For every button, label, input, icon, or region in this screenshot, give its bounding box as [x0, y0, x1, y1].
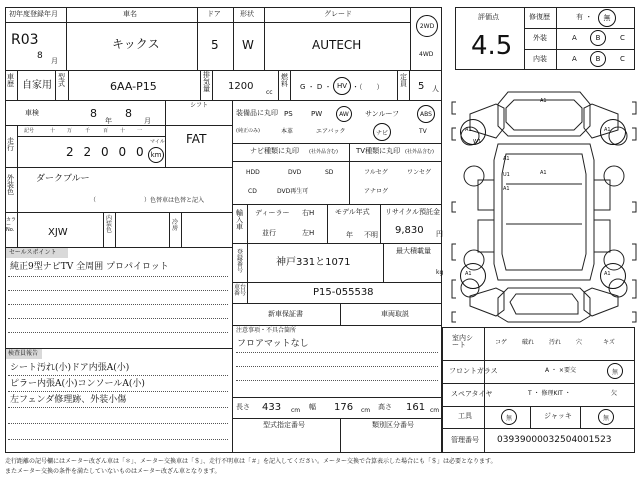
management-value: 0393900003250400​1523 [497, 435, 612, 445]
capacity-label: 定員 [400, 73, 407, 88]
length-value: 433 [262, 402, 282, 413]
windshield-options: A ・ ×要交 [545, 367, 576, 374]
usage-value: 自家用 [22, 80, 52, 91]
fuel-label: 燃料 [281, 73, 288, 88]
capacity-unit: 人 [432, 85, 439, 93]
color-code-label: カラーNo. [6, 217, 17, 233]
length-unit: cm [291, 407, 301, 414]
displacement-unit: cc [266, 89, 273, 96]
interior-sheet-option: 汚れ [549, 339, 562, 346]
recycle-value: 9,830 [395, 225, 424, 236]
exterior-grade-selected-circle: B [590, 30, 606, 46]
interior-grade-option: A [572, 55, 577, 63]
notes-label: 注意事項・不具合箇所 [236, 327, 297, 334]
mileage-unit-header: 百 [103, 128, 109, 134]
import-left: 左H [302, 229, 315, 237]
inspection-year-unit: 年 [105, 117, 112, 125]
nav-option: SD [325, 169, 334, 176]
shift-label: シフト [190, 102, 209, 109]
door-count: 5 [211, 38, 219, 52]
equipment-item: TV [419, 128, 427, 135]
inspection-month: 8 [125, 107, 132, 120]
sales-point-text: 純正9型ナビTV 全周囲 プロパイロット [10, 262, 169, 272]
import-right: 右H [302, 209, 315, 217]
mileage-unit-header: 一 [137, 128, 143, 134]
mileage-unit-header: 千 [85, 128, 91, 134]
import-parallel: 並行 [262, 229, 276, 237]
model-year-label: モデル年式 [335, 208, 370, 216]
model-label: 型式 [58, 73, 65, 88]
spare-tire-label: スペアタイヤ [451, 390, 493, 398]
damage-code: A1 [465, 127, 472, 133]
exterior-grade-option: C [620, 34, 625, 42]
car-name: キックス [112, 37, 160, 51]
model-year-unknown: 不明 [364, 231, 378, 239]
fuel-hv-circle: HV [333, 77, 351, 95]
first-reg-label: 初年度登録年月 [9, 10, 58, 18]
grade-label: グレード [324, 10, 352, 18]
nav-option: DVD [288, 169, 302, 176]
displacement-value: 1200 [228, 81, 254, 92]
car-name-label: 車名 [123, 10, 137, 18]
inspector-note-line: 左フェンダ修理跡、外装小傷 [10, 395, 127, 405]
damage-code: A1 [604, 271, 611, 277]
load-label: 最大積載量 [396, 247, 431, 255]
chassis-label: 車台番号 [234, 284, 247, 297]
damage-mark-left-rear [460, 263, 486, 289]
fuel-extra: ・（ ） [352, 83, 384, 91]
inspector-note-line: シート汚れ(小)ドア内張A(小) [10, 363, 130, 373]
interior-grade-option: C [620, 55, 625, 63]
interior-grade-label: 内装 [533, 55, 547, 63]
mileage-digit: 2 [66, 145, 74, 159]
first-reg-month: 8 [37, 51, 43, 61]
exterior-label: 外装色 [7, 174, 14, 196]
sales-point-label: セールスポイント [9, 249, 57, 256]
equipment-aw-circle: AW [336, 106, 352, 122]
registration-value: 神戸331と1071 [276, 257, 351, 268]
km-circle: km [148, 147, 164, 163]
equipment-item: サンルーフ [365, 110, 400, 118]
exterior-grade-option: A [572, 34, 577, 42]
jack-none-circle: 無 [598, 409, 614, 425]
nav-option: HDD [246, 169, 260, 176]
spare-tire-options: T ・ 修理KIT ・ [528, 390, 571, 397]
score-value: 4.5 [471, 31, 513, 61]
footer-line-2: またメーター交換の条件を満たしていないものはメーター改ざん車となります。 [5, 468, 221, 475]
drive-2wd-circle: 2WD [416, 15, 438, 37]
door-label: ドア [207, 10, 221, 18]
damage-code: W1 [473, 139, 482, 145]
equipment-label: 装備品に丸印 [236, 109, 278, 117]
usage-label: 車歴 [7, 73, 14, 88]
mileage-digit: 0 [101, 145, 109, 159]
interior-sheet-option: 破れ [522, 339, 535, 346]
import-dealer: ディーラー [255, 209, 290, 217]
ac-label: 冷房 [172, 219, 179, 232]
score-label: 評価点 [478, 13, 499, 21]
mile-label: マイル [150, 139, 165, 145]
nav-option: CD [248, 188, 257, 195]
footer-line-1: 走行距離の記号欄にはメーター改ざん車は「＊」、メーター交換車は「＄」、走行不明車は「＃」を記入してください。メーター交換で合算表示した場合にも「＄」は必要となります。 [5, 458, 497, 465]
type-number-label: 型式指定番号 [263, 421, 305, 429]
width-unit: cm [361, 407, 371, 414]
mileage-label: 走行 [7, 137, 14, 152]
equipment-item: PW [311, 110, 323, 118]
width-label: 幅 [309, 403, 316, 411]
tools-none-circle: 無 [501, 409, 517, 425]
fuel-options: G ・ D ・ [300, 83, 332, 91]
equipment-item: エアバック [316, 128, 346, 135]
color-code-value: XJW [48, 227, 68, 238]
damage-code: A1 [540, 98, 547, 104]
recycle-label: リサイクル預託金 [385, 208, 441, 216]
length-label: 長さ [236, 403, 250, 411]
inspection-year: 8 [90, 107, 97, 120]
chassis-value: P15-055538 [313, 287, 374, 298]
mileage-unit-header: 万 [67, 128, 73, 134]
damage-code: A1 [604, 127, 611, 133]
management-label: 管理番号 [451, 436, 479, 444]
tv-header: TV種類に丸印 [356, 147, 401, 155]
inspection-month-unit: 月 [144, 117, 151, 125]
interior-sheet-option: 穴 [576, 339, 583, 346]
shape-label: 形状 [240, 10, 254, 18]
exterior-color: ダークブルー [36, 174, 90, 184]
capacity-value: 5 [418, 81, 425, 92]
model-year-unit: 年 [346, 231, 353, 239]
damage-code: A1 [465, 271, 472, 277]
interior-sheet-option: コゲ [495, 339, 508, 346]
equipment-sub-label: (純正のみ) [236, 128, 260, 134]
width-value: 176 [334, 402, 354, 413]
mileage-unit-header: 十 [120, 128, 126, 134]
registration-label: 登録番号 [237, 249, 244, 274]
windshield-none-circle: 無 [607, 363, 623, 379]
class-number-label: 類別区分番号 [372, 421, 414, 429]
displacement-label: 排気量 [203, 71, 210, 93]
jack-label: ジャッキ [544, 412, 572, 420]
interior-color-label: 内装色 [106, 215, 113, 234]
mileage-digit: 0 [136, 145, 144, 159]
mileage-unit-header: 記号 [24, 128, 35, 134]
shift-value: FAT [186, 132, 207, 146]
height-label: 高さ [378, 403, 392, 411]
damage-code: U1 [503, 172, 510, 178]
mileage-digit: 0 [118, 145, 127, 159]
inspector-note-line: ピラー内張A(小)コンソールA(小) [10, 379, 145, 389]
height-value: 161 [406, 402, 426, 413]
damage-code: A1 [503, 186, 510, 192]
inspection-label: 車検 [25, 109, 39, 117]
damage-code: A1 [540, 170, 547, 176]
equipment-nav-circle: ナビ [373, 123, 391, 141]
windshield-label: フロントガラス [449, 367, 498, 375]
notes-text: フロアマットなし [237, 339, 309, 349]
repair-none-circle: 無 [598, 9, 616, 27]
grade-value: AUTECH [312, 38, 362, 52]
warranty-label: 新車保証書 [268, 310, 303, 318]
interior-grade-selected-circle: B [590, 51, 606, 67]
nav-option: DVD再生可 [277, 188, 309, 195]
exterior-grade-label: 外装 [533, 34, 547, 42]
tv-option: ワンセグ [407, 169, 432, 176]
tv-sub: (社外品含む) [405, 149, 434, 155]
first-reg-month-unit: 月 [51, 57, 58, 65]
drive-4wd: 4WD [419, 51, 434, 58]
load-unit: kg [436, 269, 444, 276]
exterior-note: （ ）色替車は色替と記入 [90, 197, 205, 204]
spare-tire-missing: 欠 [611, 390, 618, 397]
body-shape: W [242, 38, 254, 52]
damage-code: A1 [503, 156, 510, 162]
nav-header: ナビ種類に丸印 [250, 147, 299, 155]
model-value: 6AA-P15 [110, 80, 157, 93]
equipment-item: PS [284, 110, 293, 118]
first-reg-year: R03 [11, 32, 39, 48]
equipment-item: 本革 [281, 128, 294, 135]
equipment-abs-circle: ABS [417, 105, 435, 123]
repair-label: 修復歴 [529, 13, 550, 21]
nav-sub: (社外品含む) [309, 149, 338, 155]
tv-option: アナログ [364, 188, 389, 195]
repair-options: 有 ・ [576, 13, 593, 21]
height-unit: cm [430, 407, 440, 414]
inspector-notes-label: 検査員報告 [8, 350, 39, 357]
interior-sheet-label: 室内シート [452, 334, 473, 349]
interior-sheet-option: キズ [603, 339, 615, 346]
tv-option: フルセグ [364, 169, 388, 176]
mileage-digit: 2 [83, 145, 92, 159]
tools-label: 工具 [458, 412, 472, 420]
recycle-unit: 円 [436, 230, 443, 238]
import-label: 輸入車 [236, 209, 243, 231]
manual-label: 車両取説 [381, 310, 409, 318]
mileage-unit-header: 十 [50, 128, 56, 134]
